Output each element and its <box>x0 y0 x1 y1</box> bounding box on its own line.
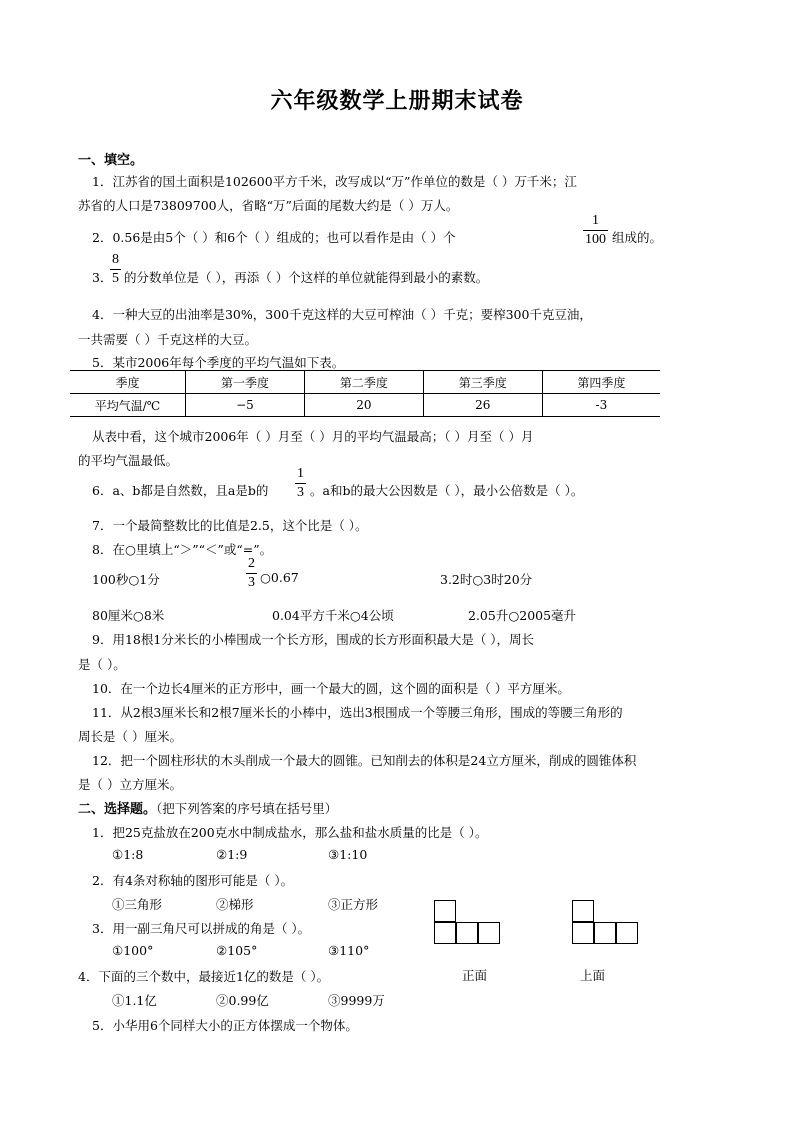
fraction-denominator: 3 <box>297 485 304 500</box>
fraction-numerator: 1 <box>592 213 599 228</box>
choice-4-option-3: ③9999万 <box>328 993 385 1008</box>
question-5-text: 5．某市2006年每个季度的平均气温如下表。 <box>92 355 345 370</box>
choice-2-option-2: ②梯形 <box>216 897 254 912</box>
question-6-text: 6．a、b都是自然数，且a是b的 <box>92 483 269 498</box>
cube-square <box>572 922 594 944</box>
choice-question-5: 5．小华用6个同样大小的正方体摆成一个物体。 <box>92 1018 358 1033</box>
compare-item-e: 0.04平方千米○4公顷 <box>272 608 394 623</box>
fraction-numerator: 8 <box>112 252 119 267</box>
fraction-numerator: 2 <box>248 556 255 571</box>
question-1-line-1: 1．江苏省的国土面积是102600平方千米，改写成以“万”作单位的数是（ ）万千米；江 <box>92 174 577 189</box>
cube-square <box>434 922 456 944</box>
fraction-numerator: 1 <box>297 466 304 481</box>
table-row <box>70 394 660 417</box>
cube-square <box>594 922 616 944</box>
choice-1-option-2: ②1:9 <box>216 847 248 862</box>
table-cell: 20 <box>304 394 423 417</box>
question-3-fraction <box>110 253 121 286</box>
cube-square <box>478 922 500 944</box>
cube-square <box>616 922 638 944</box>
table-cell: −5 <box>186 394 305 417</box>
compare-item-f: 2.05升○2005毫升 <box>468 608 577 623</box>
question-4-line-1: 4．一种大豆的出油率是30%，300千克这样的大豆可榨油（ ）千克；要榨300千克豆油， <box>92 307 592 322</box>
choice-2-option-1: ①三角形 <box>112 897 163 912</box>
section-2-heading <box>78 798 337 817</box>
question-6-tail: 。a和b的最大公因数是（ ），最小公倍数是（ ）。 <box>310 483 584 498</box>
question-7-text: 7．一个最简整数比的比值是2.5，这个比是（ ）。 <box>92 518 368 533</box>
question-2-text: 2．0.56是由5个（ ）和6个（ ）组成的；也可以看作是由（ ）个 <box>92 230 456 245</box>
table-cell: 平均气温/℃ <box>70 394 186 417</box>
choice-1-option-3: ③1:10 <box>328 847 368 862</box>
choice-question-1: 1．把25克盐放在200克水中制成盐水，那么盐和盐水质量的比是（ ）。 <box>92 825 488 840</box>
table-cell: 26 <box>423 394 542 417</box>
question-6-fraction <box>295 467 306 500</box>
compare-item-d: 80厘米○8米 <box>92 608 165 623</box>
table-header-cell: 第四季度 <box>542 371 660 394</box>
front-view-label: 正面 <box>462 968 488 983</box>
choice-2-option-3: ③正方形 <box>328 897 379 912</box>
table-header-cell: 第一季度 <box>186 371 305 394</box>
section-1-heading: 一、填空。 <box>78 153 144 168</box>
table-header-row <box>70 371 660 394</box>
question-12-line-2: 是（ ）立方厘米。 <box>78 777 182 792</box>
fraction-denominator: 100 <box>585 232 606 247</box>
table-cell: -3 <box>542 394 660 417</box>
question-5-line-3: 的平均气温最低。 <box>78 453 179 468</box>
question-9-line-1: 9．用18根1分米长的小棒围成一个长方形，围成的长方形面积最大是（ ），周长 <box>92 632 535 647</box>
choice-4-option-1: ①1.1亿 <box>112 993 157 1008</box>
question-1-line-2: 苏省的人口是73809700人，省略“万”后面的尾数大约是（ ）万人。 <box>78 198 459 213</box>
question-9-line-2: 是（ ）。 <box>78 657 126 672</box>
compare-item-c: 3.2时○3时20分 <box>440 572 533 587</box>
section-2-title: 二、选择题。 <box>78 802 157 817</box>
question-8-text: 8．在○里填上“＞”“＜”或“=”。 <box>92 542 273 557</box>
choice-4-option-2: ②0.99亿 <box>216 993 269 1008</box>
question-11-line-2: 周长是（ ）厘米。 <box>78 729 182 744</box>
table-header-cell: 季度 <box>70 371 186 394</box>
cube-square <box>434 900 456 922</box>
question-2-fraction <box>583 214 608 247</box>
choice-3-option-1: ①100° <box>112 943 154 958</box>
temperature-table <box>70 370 660 417</box>
compare-item-a: 100秒○1分 <box>92 572 160 587</box>
choice-3-option-3: ③110° <box>328 943 370 958</box>
question-3-number: 3． <box>92 270 113 285</box>
table-header-cell: 第三季度 <box>423 371 542 394</box>
question-2-tail: 组成的。 <box>612 230 663 245</box>
section-2-note: （把下列答案的序号填在括号里） <box>156 801 338 816</box>
question-5-line-2: 从表中看，这个城市2006年（ ）月至（ ）月的平均气温最高；（ ）月至（ ）月 <box>92 429 534 444</box>
choice-question-3: 3．用一副三角尺可以拼成的角是（ ）。 <box>92 921 311 936</box>
question-3-text: 的分数单位是（ ），再添（ ）个这样的单位就能得到最小的素数。 <box>124 270 489 285</box>
cube-square <box>572 900 594 922</box>
choice-3-option-2: ②105° <box>216 943 258 958</box>
question-11-line-1: 11．从2根3厘米长和2根7厘米长的小棒中，选出3根围成一个等腰三角形，围成的等腰三角形的 <box>92 705 623 720</box>
compare-item-b-fraction <box>246 557 257 590</box>
top-view-label: 上面 <box>580 968 606 983</box>
cube-square <box>456 922 478 944</box>
question-10-text: 10．在一个边长4厘米的正方形中，画一个最大的圆，这个圆的面积是（ ）平方厘米。 <box>92 681 570 696</box>
page-title: 六年级数学上册期末试卷 <box>270 88 524 114</box>
choice-1-option-1: ①1:8 <box>112 847 144 862</box>
table-header-cell: 第二季度 <box>304 371 423 394</box>
choice-question-2: 2．有4条对称轴的图形可能是（ ）。 <box>92 873 294 888</box>
question-4-line-2: 一共需要（ ）千克这样的大豆。 <box>78 332 257 347</box>
choice-question-4: 4．下面的三个数中，最接近1亿的数是（ ）。 <box>78 969 330 984</box>
fraction-denominator: 3 <box>248 575 255 590</box>
question-12-line-1: 12．把一个圆柱形状的木头削成一个最大的圆锥。已知削去的体积是24立方厘米，削成的圆锥体积 <box>92 753 637 768</box>
fraction-denominator: 5 <box>112 271 119 286</box>
compare-item-b: ○0.67 <box>260 570 299 585</box>
